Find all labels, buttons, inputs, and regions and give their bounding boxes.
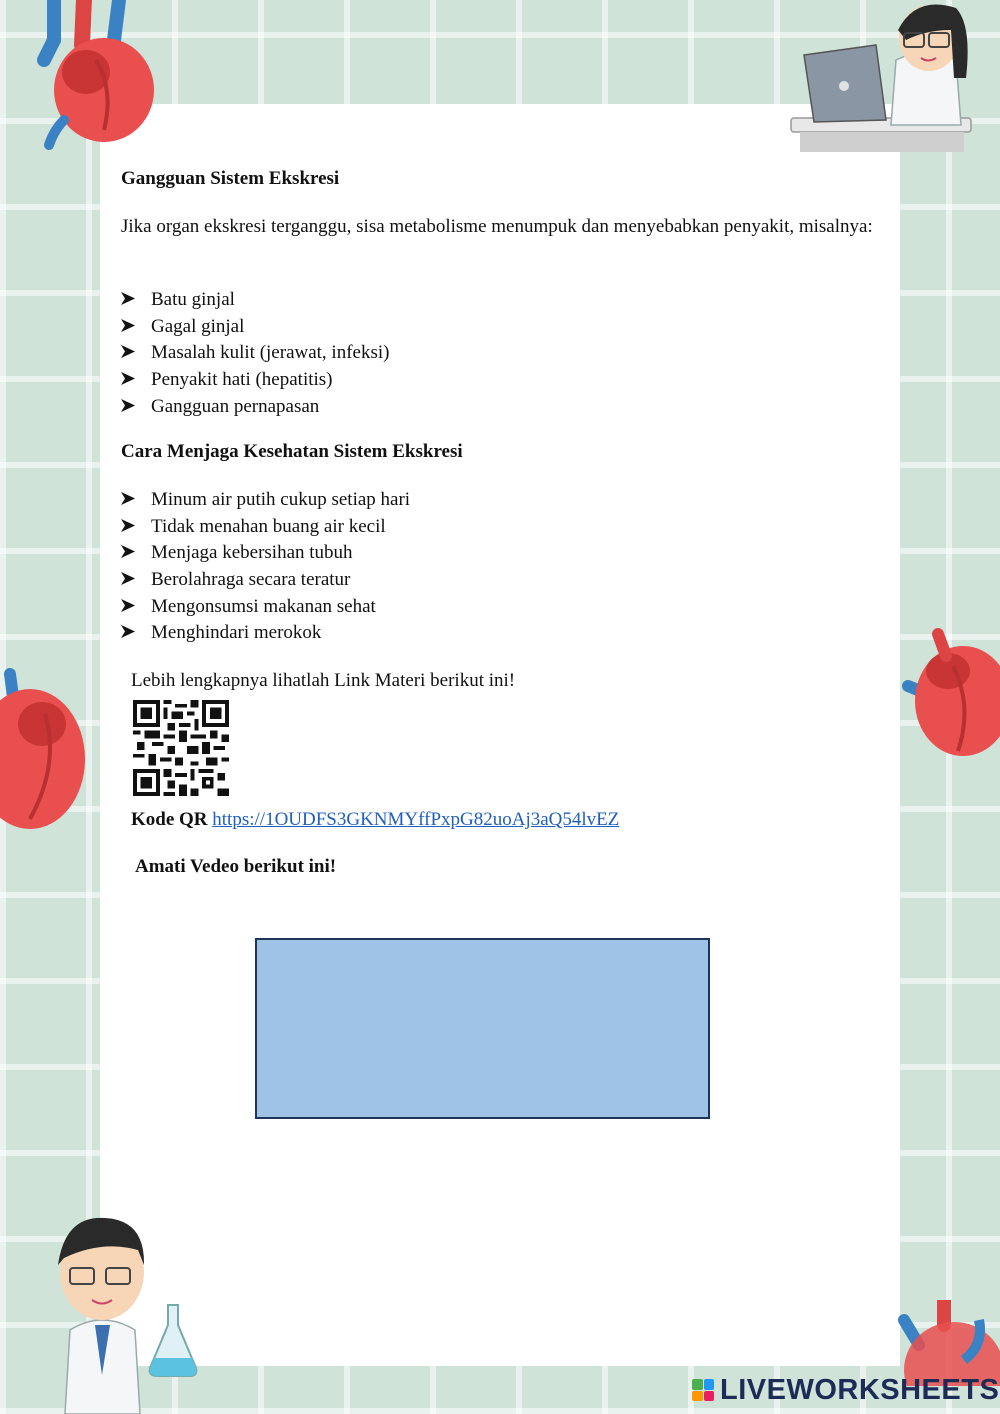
list-item: Mengonsumsi makanan sehat [121, 594, 410, 621]
arrow-bullet-icon [121, 487, 151, 514]
brand-watermark [692, 1372, 999, 1408]
list-item: Batu ginjal [121, 287, 389, 314]
qr-code-label: Kode QR [131, 809, 208, 830]
arrow-bullet-icon [121, 394, 151, 421]
qr-code-link-line [131, 809, 619, 831]
arrow-bullet-icon [121, 287, 151, 314]
arrow-bullet-icon [121, 567, 151, 594]
tips-list [121, 487, 410, 647]
list-item: Gangguan pernapasan [121, 394, 389, 421]
arrow-bullet-icon [121, 620, 151, 647]
arrow-bullet-icon [121, 340, 151, 367]
arrow-bullet-icon [121, 594, 151, 621]
list-item: Tidak menahan buang air kecil [121, 514, 410, 541]
heart-illustration-left [0, 664, 92, 834]
video-placeholder[interactable] [255, 938, 710, 1119]
arrow-bullet-icon [121, 367, 151, 394]
brand-name: LIVEWORKSHEETS [720, 1373, 1000, 1406]
arrow-bullet-icon [121, 540, 151, 567]
list-item: Gagal ginjal [121, 314, 389, 341]
list-item: Penyakit hati (hepatitis) [121, 367, 389, 394]
list-item: Berolahraga secara teratur [121, 567, 410, 594]
qr-code-link[interactable]: https://1OUDFS3GKNMYffPxpG82uoAj3aQ54lvEZ [212, 809, 620, 830]
list-item: Menghindari merokok [121, 620, 410, 647]
heading-excretory-disorders: Gangguan Sistem Ekskresi [121, 168, 340, 189]
paragraph-intro: Jika organ ekskresi terganggu, sisa metabolisme menumpuk dan menyebabkan penyakit, misalnya: [121, 216, 873, 237]
arrow-bullet-icon [121, 514, 151, 541]
list-item: Minum air putih cukup setiap hari [121, 487, 410, 514]
brand-logo-icon [692, 1379, 714, 1401]
heart-illustration-right [898, 626, 1000, 766]
qr-code-icon[interactable] [133, 700, 229, 796]
video-heading: Amati Vedeo berikut ini! [135, 856, 337, 877]
scientist-flask-illustration [40, 1210, 210, 1414]
list-item: Masalah kulit (jerawat, infeksi) [121, 340, 389, 367]
link-intro-text: Lebih lengkapnya lihatlah Link Materi berikut ini! [131, 670, 516, 691]
arrow-bullet-icon [121, 314, 151, 341]
scientist-laptop-illustration [786, 0, 978, 172]
heart-illustration-top-left [24, 0, 159, 150]
heading-health-tips: Cara Menjaga Kesehatan Sistem Ekskresi [121, 441, 463, 462]
list-item: Menjaga kebersihan tubuh [121, 540, 410, 567]
disease-list [121, 287, 389, 420]
